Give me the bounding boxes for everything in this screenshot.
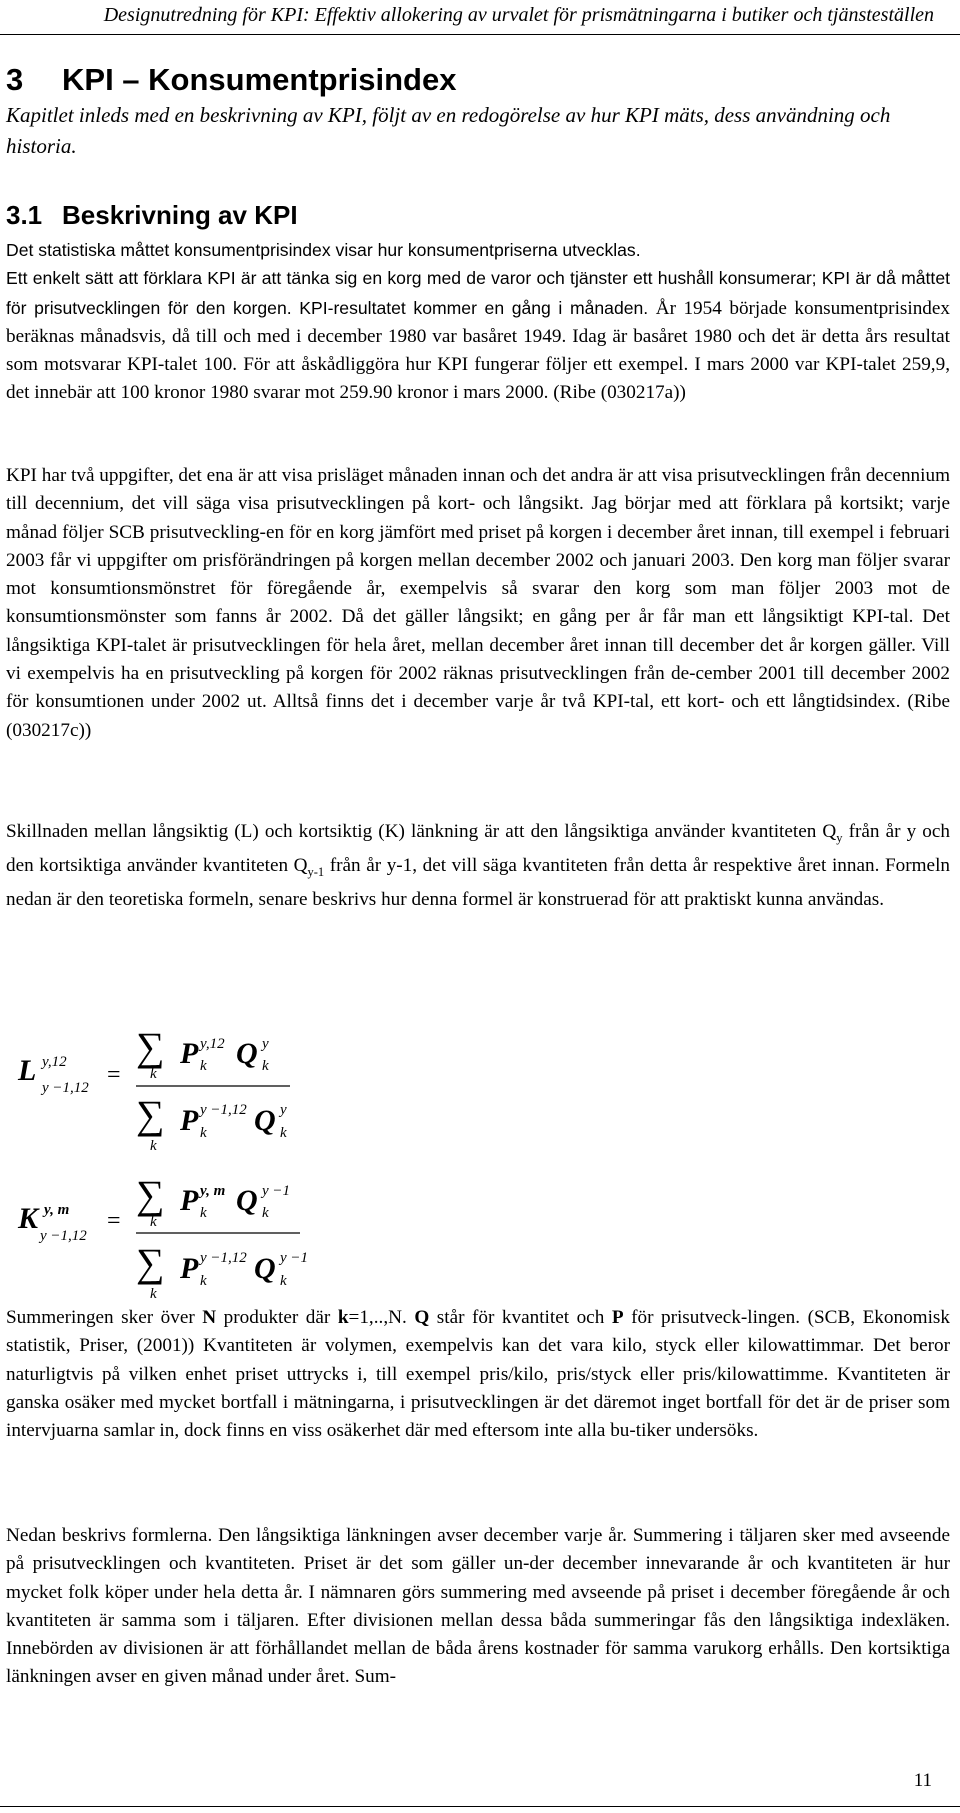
K-equals: = [107, 1208, 121, 1234]
L-denominator-P: P [180, 1104, 199, 1137]
L-denominator-P-sup: y −1,12 [200, 1102, 247, 1118]
L-denominator-sum-index: k [150, 1138, 157, 1154]
L-equals: = [107, 1062, 121, 1088]
L-numerator-P: P [180, 1037, 199, 1070]
section-title: Beskrivning av KPI [62, 200, 298, 230]
L-numerator-Q: Q [236, 1037, 258, 1070]
L-subscript: y −1,12 [42, 1080, 89, 1096]
chapter-heading [6, 62, 456, 98]
L-numerator-sum-index: k [150, 1066, 157, 1082]
page-number: 11 [913, 1770, 932, 1791]
paragraph-1-lead: Det statistiska måttet konsumentprisindex visar hur konsumentpriserna utvecklas. [6, 240, 641, 260]
L-superscript: y,12 [42, 1054, 67, 1070]
K-numerator-sum-index: k [150, 1214, 157, 1230]
paragraph-2 [6, 462, 950, 745]
K-subscript: y −1,12 [40, 1228, 87, 1244]
paragraph-3-text: Skillnaden mellan långsiktig (L) och kortsiktig (K) länkning är att den långsiktiga använder kvantiteten $Q_y$ från år y och den kortsiktiga använder kvantiteten $Q_{y-1}$ från år y-1, det vill säga kvantiteten från detta år respektive året innan. Formeln nedan är den teoretiska formeln, senare beskrivs hur denna formel är konstruerad för att praktiskt kunna användas. [6, 821, 950, 911]
L-numerator-sum: ∑ [136, 1024, 165, 1069]
L-numerator-Q-sup: y [262, 1036, 269, 1052]
chapter-title: KPI – Konsumentprisindex [62, 62, 457, 97]
K-numerator-Q-sup: y −1 [262, 1183, 291, 1199]
paragraph-4 [6, 1304, 950, 1445]
L-denominator-Q-sup: y [280, 1102, 287, 1118]
K-symbol: K [18, 1202, 39, 1235]
footer-rule [0, 1806, 960, 1807]
K-numerator-P: P [180, 1184, 199, 1217]
K-numerator-P-sub: k [200, 1205, 207, 1221]
L-denominator-P-sub: k [200, 1125, 207, 1141]
K-numerator-Q: Q [236, 1184, 258, 1217]
K-superscript: y, m [44, 1202, 70, 1218]
section-heading [6, 200, 298, 231]
paragraph-5 [6, 1522, 950, 1692]
K-numerator-sum: ∑ [136, 1172, 165, 1217]
K-denominator-Q-sub: k [280, 1273, 287, 1289]
L-symbol: L [18, 1054, 37, 1087]
K-denominator-Q-sup: y −1 [280, 1250, 309, 1266]
header-rule [0, 34, 960, 35]
paragraph-5-text: Nedan beskrivs formlerna. Den långsiktiga länkningen avser december varje år. Summering i täljaren sker med avseende på prisutvecklingen och kvantiteten. Priset är det som gäller un-der december innevarande år och kvantiteten är hur mycket folk köper under hela detta år. I nämnaren görs summering med avseende på priset i december föregående år och kvantiteten är samma som i täljaren. Efter divisionen mellan dessa båda summeringar fås den långsiktiga indexläken. Innebörden av divisionen är att förhållandet mellan de båda årens kostnader för samma varukorg erhålls. Den kortsiktiga länkningen avser en given månad under året. Sum- [6, 1525, 950, 1688]
paragraph-2-text: KPI har två uppgifter, det ena är att visa prisläget månaden innan och det andra är att visa prisutvecklingen från decennium till decennium, det vill säga visa prisutvecklingen på kort- och långsikt. Jag börjar med att förklara på kortsikt; varje månad följer SCB prisutveckling-en för en korg jämfört med priset på korgen i december året innan, till exempel i februari 2003 får vi uppgifter om prisförändringen på korgen mellan december 2002 och januari 2003. Den korg man följer svarar mot konsumtionsmönstret för föregående år, exempelvis så svarar den korg som man följer 2003 mot de konsumtionsmönster som fanns år 2002. Då det gäller långsikt; en gång per år får man ett långsiktigt KPI-tal. Det långsiktiga KPI-talet är prisutvecklingen för hela året, mellan december året innan till december det år korgen gäller. Vill vi exempelvis ha en prisutveckling på korgen för 2002 räknas prisutvecklingen från de-cember 2001 till december 2002 för konsumtionen under 2002 ut. Alltså finns det i december varje år två KPI-tal, ett kort- och ett långtidsindex. (Ribe (030217c)) [6, 465, 950, 741]
L-numerator-Q-sub: k [262, 1058, 269, 1074]
K-numerator-P-sup: y, m [200, 1183, 226, 1199]
short-term-formula [17, 1172, 308, 1302]
K-numerator-Q-sub: k [262, 1205, 269, 1221]
running-header: Designutredning för KPI: Effektiv allokering av urvalet för prismätningarna i butiker och tjänsteställen [103, 4, 934, 26]
K-denominator-P: P [180, 1252, 199, 1285]
paragraph-1-body: Ett enkelt sätt att förklara KPI är att tänka sig en korg med de varor och tjänster ett hushåll konsumerar; KPI är då måttet för prisutvecklingen för den korgen. KPI-resultatet kommer en gång i månaden. År 1954 började konsumentprisindex beräknas månadsvis, då till och med i december 1980 var basåret 1949. Idag är basåret 1980 och det är detta års resultat som motsvarar KPI-talet 100. För att åskådliggöra hur KPI fungerar följer ett exempel. I mars 2000 var KPI-talet 259,9, det innebär att 100 kronor 1980 svarar mot 259.90 kronor i mars 2000. (Ribe (030217a)) [6, 268, 951, 404]
L-numerator-P-sup: y,12 [200, 1036, 225, 1052]
L-denominator-Q: Q [254, 1104, 276, 1137]
paragraph-4-text: Summeringen sker över N produkter där k=1,..,N. Q står för kvantitet och P för prisutveck-lingen. (SCB, Ekonomisk statistik, Priser, (2001)) Kvantiteten är volymen, exempelvis kan det vara kilo, styck eller kilowattimmar. Det beror naturligtvis på vilken enhet priset uttrycks i, till exempel pris/kilo, pris/styck eller pris/kilowattimme. Kvantiteten är ganska osäker med mycket bortfall i mätningarna, i prisutvecklingen är det däremot inget bortfall för det är de priser som intervjuarna samlar in, dock finns en viss osäkerhet där med eftersom inte alla bu-tiker undersöks. [6, 1307, 950, 1442]
long-term-formula [17, 1024, 290, 1154]
chapter-number: 3 [6, 62, 24, 97]
section-number: 3.1 [6, 200, 43, 230]
K-denominator-sum-index: k [150, 1286, 157, 1302]
L-numerator-P-sub: k [200, 1058, 207, 1074]
paragraph-1 [6, 236, 950, 408]
chapter-intro: Kapitlet inleds med en beskrivning av KPI, följt av en redogörelse av hur KPI mäts, dess användning och historia. [6, 103, 891, 158]
K-denominator-P-sub: k [200, 1273, 207, 1289]
K-denominator-P-sup: y −1,12 [200, 1250, 247, 1266]
K-denominator-sum: ∑ [136, 1240, 165, 1285]
L-denominator-sum: ∑ [136, 1092, 165, 1137]
paragraph-3 [6, 818, 950, 915]
K-denominator-Q: Q [254, 1252, 276, 1285]
L-denominator-Q-sub: k [280, 1125, 287, 1141]
